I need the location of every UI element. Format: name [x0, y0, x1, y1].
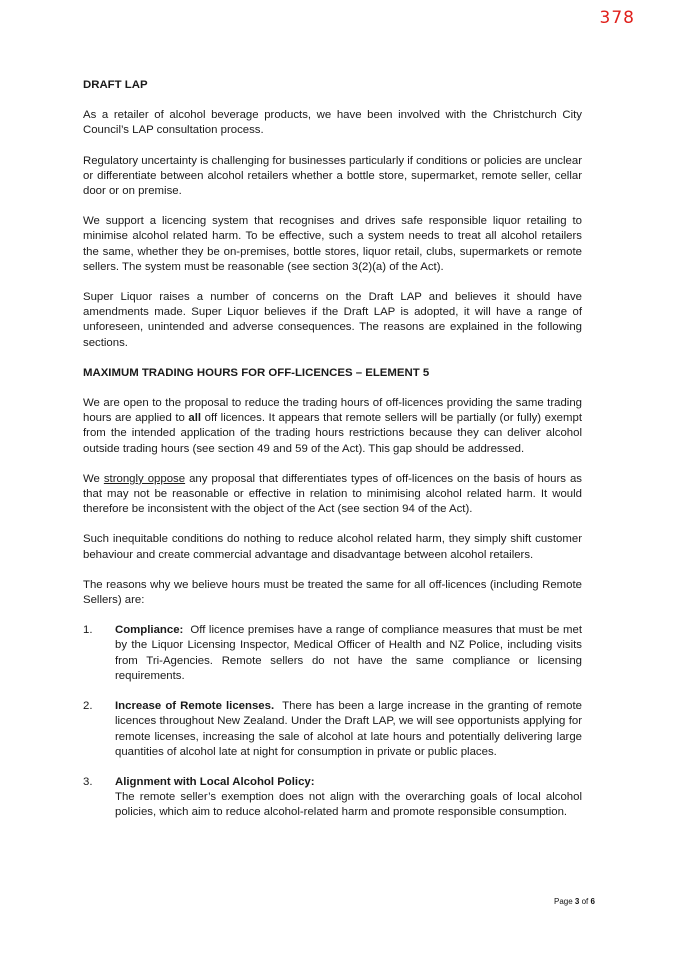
section-heading-trading-hours: MAXIMUM TRADING HOURS FOR OFF-LICENCES – ELEMENT 5 — [83, 366, 430, 379]
paragraph-regulatory-uncertainty: Regulatory uncertainty is challenging for businesses particularly if conditions or policies are unclear or differentiate between alcohol retailers whether a bottle store, supermarket, remote seller, cellar door or on premise. — [83, 154, 582, 198]
reasons-list — [83, 623, 582, 820]
paragraph-licencing-system: We support a licencing system that recognises and drives safe responsible liquor retailing to minimise alcohol related harm. To be effective, such a system needs to treat all alcohol retailers the same, whether they be on-premises, bottle stores, liquor retail, clubs, supermarkets or remote sellers. The system must be reasonable (see section 3(2)(a) of the Act). — [83, 215, 582, 273]
paragraph-strongly-oppose: We strongly oppose any proposal that differentiates types of off-licences on the basis of hours as that may not be reasonable or effective in relation to minimising alcohol related harm. It would therefore be inconsistent with the object of the Act (see section 94 of the Act). — [83, 472, 583, 516]
paragraph-concerns: Super Liquor raises a number of concerns on the Draft LAP and believes it should have amendments made. Super Liquor believes if the Draft LAP is adopted, it will have a range of unforeseen, unintended and adverse consequences. The reasons are explained in the following sections. — [83, 291, 582, 349]
page-footer: Page 3 of 6 — [554, 897, 595, 906]
paragraph-intro: As a retailer of alcohol beverage products, we have been involved with the Christchurch City Council’s LAP consultation process. — [83, 109, 582, 137]
paragraph-open-to-proposal: We are open to the proposal to reduce the trading hours of off-licences providing the same trading hours are applied to all off licences. It appears that remote sellers will be partially (or fully) exempt from the intended application of the trading hours restrictions because they can deliver alcohol outside trading hours (see section 49 and 59 of the Act). This gap should be addressed. — [83, 397, 582, 455]
list-item: 1. Compliance: Off licence premises have a range of compliance measures that must be met by the Liquor Licensing Inspector, Medical Officer of Health and NZ Police, including visits from Tri-Agencies. Remote sellers do not have the same compliance or licensing requirements. — [83, 624, 582, 682]
list-item: 3. Alignment with Local Alcohol Policy: The remote seller’s exemption does not align with the overarching goals of local alcohol policies, which aim to reduce alcohol-related harm and promote responsible consumption. — [83, 775, 582, 819]
document-body — [83, 78, 582, 836]
paragraph-reasons-intro: The reasons why we believe hours must be treated the same for all off-licences (including Remote Sellers) are: — [83, 578, 582, 607]
section-heading-draft-lap: DRAFT LAP — [83, 79, 148, 91]
list-item: 2. Increase of Remote licenses. There has been a large increase in the granting of remote licences throughout New Zealand. Under the Draft LAP, we will see opportunists applying for remote licenses, increasing the sale of alcohol at late hours and potentially delivering large quantities of alcohol late at night for consumption in private or public places. — [83, 700, 583, 758]
page-number-stamp: 378 — [599, 8, 635, 28]
paragraph-inequitable-conditions: Such inequitable conditions do nothing to reduce alcohol related harm, they simply shift customer behaviour and create commercial advantage and disadvantage between alcohol retailers. — [83, 533, 582, 561]
